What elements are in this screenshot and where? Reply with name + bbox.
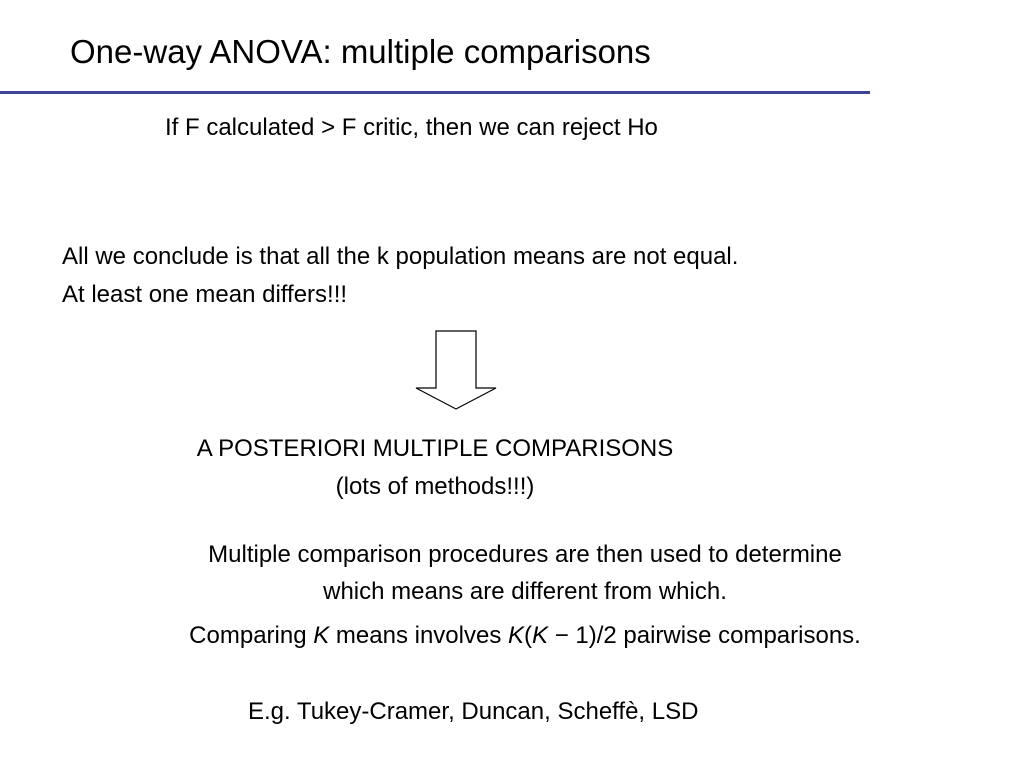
formula-k-2: K (508, 622, 525, 649)
conclusion-paragraph (62, 238, 738, 314)
formula-k-1: K (313, 622, 330, 649)
posteriori-line-2: (lots of methods!!!) (335, 473, 535, 500)
procedures-line-1: Multiple comparison procedures are then used to determine (208, 541, 842, 568)
title-underline (0, 91, 870, 94)
formula-prefix: Comparing (189, 622, 314, 649)
formula-mid: means involves (329, 622, 508, 649)
procedures-line-2: which means are different from which. (323, 578, 727, 605)
conclusion-line-2: At least one mean differs!!! (62, 281, 348, 308)
formula-paren: ( (524, 622, 533, 649)
rejection-statement: If F calculated > F critic, then we can reject Ho (165, 114, 658, 141)
formula-suffix: − 1)/2 pairwise comparisons. (548, 622, 861, 649)
pairwise-comparisons-formula (60, 620, 990, 652)
posteriori-line-1: A POSTERIORI MULTIPLE COMPARISONS (196, 435, 674, 462)
slide-title: One-way ANOVA: multiple comparisons (70, 33, 651, 70)
down-arrow-icon (414, 330, 498, 410)
procedures-paragraph (90, 536, 960, 610)
posteriori-heading (120, 430, 750, 506)
formula-k-3: K (532, 622, 549, 649)
methods-examples: E.g. Tukey-Cramer, Duncan, Scheffè, LSD (248, 698, 699, 725)
conclusion-line-1: All we conclude is that all the k population means are not equal. (62, 243, 739, 270)
